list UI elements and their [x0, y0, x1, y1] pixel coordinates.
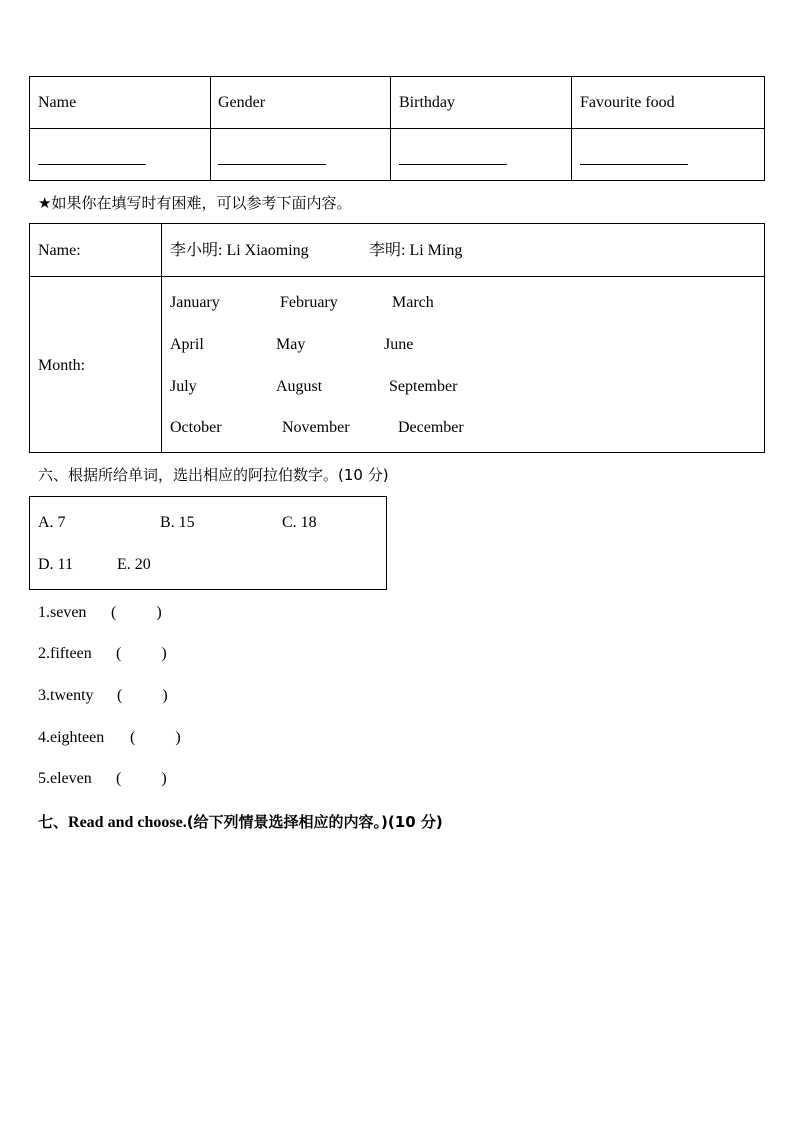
- header-favourite-food: Favourite food: [580, 94, 675, 111]
- header-gender: Gender: [218, 94, 266, 111]
- name-value-2: 李明: Li Ming: [369, 242, 463, 259]
- blank-gender[interactable]: [218, 164, 326, 165]
- month: July: [170, 378, 197, 395]
- answer-paren[interactable]: ( ): [117, 687, 168, 704]
- month: January: [170, 294, 220, 311]
- question-word: 5.eleven: [38, 770, 92, 787]
- section7-title: [38, 811, 443, 832]
- month: December: [398, 419, 464, 436]
- name-label: Name:: [38, 242, 81, 259]
- month-label: Month:: [38, 357, 86, 374]
- month: February: [280, 294, 338, 311]
- answer-paren[interactable]: ( ): [116, 770, 167, 787]
- section6-title: 六、根据所给单词，选出相应的阿拉伯数字。(10 分): [38, 466, 389, 484]
- section7-prefix: 七、: [38, 813, 69, 831]
- option-c: C. 18: [282, 514, 317, 531]
- month: October: [170, 419, 222, 436]
- section7-chinese: (给下列情景选择相应的内容。): [186, 813, 388, 831]
- month: June: [384, 336, 414, 353]
- month: April: [170, 336, 204, 353]
- question-word: 4.eighteen: [38, 729, 105, 746]
- tip-text: ★如果你在填写时有困难，可以参考下面内容。: [38, 194, 352, 212]
- option-d: D. 11: [38, 556, 73, 573]
- month: November: [282, 419, 350, 436]
- month: March: [392, 294, 434, 311]
- answer-paren[interactable]: ( ): [130, 729, 181, 746]
- option-b: B. 15: [160, 514, 195, 531]
- option-e: E. 20: [117, 556, 151, 573]
- question-word: 2.fifteen: [38, 645, 92, 662]
- header-name: Name: [38, 94, 77, 111]
- section7-score: (10 分): [387, 813, 443, 831]
- month: September: [389, 378, 458, 395]
- name-value-1: 李小明: Li Xiaoming: [170, 242, 309, 259]
- answer-paren[interactable]: ( ): [116, 645, 167, 662]
- question-word: 3.twenty: [38, 687, 94, 704]
- option-a: A. 7: [38, 514, 66, 531]
- blank-favourite-food[interactable]: [580, 164, 688, 165]
- answer-paren[interactable]: ( ): [111, 604, 162, 621]
- month: August: [276, 378, 323, 395]
- month: May: [276, 336, 306, 353]
- question-word: 1.seven: [38, 604, 87, 621]
- blank-birthday[interactable]: [399, 164, 507, 165]
- section7-english: Read and choose.: [68, 814, 187, 831]
- blank-name[interactable]: [38, 164, 146, 165]
- header-birthday: Birthday: [399, 94, 455, 111]
